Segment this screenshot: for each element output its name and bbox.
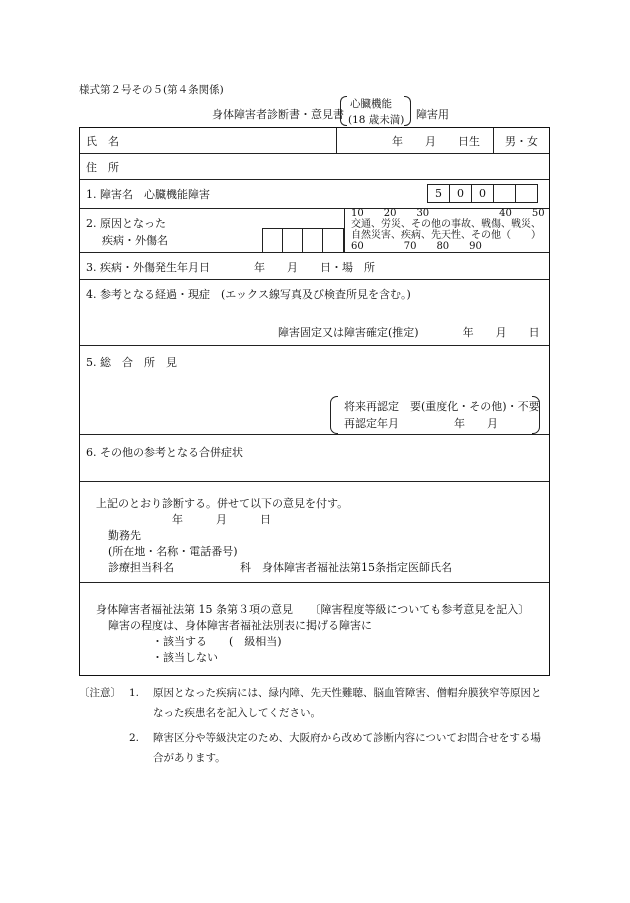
code-digit: 0 bbox=[450, 185, 472, 202]
diagnosis-statement: 上記のとおり診断する。併せて以下の意見を付す。 bbox=[96, 497, 349, 510]
workplace-label: 勤務先 bbox=[108, 529, 141, 542]
cause-options-line2: 自然災害、疾病、先天性、その他（ ） bbox=[351, 230, 541, 241]
cause-options-line1: 交通、労災、その他の事故、戦傷、戦災、 bbox=[351, 219, 541, 230]
sex-divider bbox=[493, 128, 494, 153]
note-2-line2: 合があります。 bbox=[153, 752, 226, 764]
title-paren-line2: (18 歳未満) bbox=[348, 114, 405, 126]
disability-name-label: 1. 障害名 心臓機能障害 bbox=[86, 188, 210, 201]
row-divider bbox=[80, 345, 549, 346]
note-2-line1: 障害区分や等級決定のため、大阪府から改めて診断内容についてお問合せをする場 bbox=[153, 732, 541, 744]
code-cell bbox=[303, 229, 323, 252]
doctor-line: 診療担当科名 科 身体障害者福祉法第15条指定医師氏名 bbox=[108, 561, 452, 574]
onset-date-label: 3. 疾病・外傷発生年月日 年 月 日・場 所 bbox=[86, 261, 375, 274]
disability-code-boxes bbox=[427, 184, 538, 203]
note-1-number: 1. bbox=[129, 687, 140, 699]
note-1-line1: 原因となった疾病には、緑内障、先天性難聴、脳血管障害、僧帽弁膜狭窄等原因と bbox=[153, 687, 542, 699]
cause-label: 2. 原因となった bbox=[86, 217, 166, 230]
opinion-option-not-applicable: ・該当しない bbox=[152, 651, 218, 664]
fixed-date-label: 障害固定又は障害確定(推定) 年 月 日 bbox=[278, 326, 540, 339]
row-divider bbox=[80, 279, 549, 280]
history-label: 4. 参考となる経過・現症 (エックス線写真及び検査所見を含む。) bbox=[86, 288, 411, 301]
notes-heading: 〔注意〕 bbox=[79, 687, 121, 699]
row-divider bbox=[80, 252, 549, 253]
workplace-detail: (所在地・名称・電話番号) bbox=[108, 545, 238, 558]
diagnosis-date: 年 月 日 bbox=[172, 513, 271, 526]
cause-code-boxes bbox=[262, 228, 344, 252]
title-suffix: 障害用 bbox=[416, 108, 449, 121]
title-brace-left bbox=[340, 96, 347, 126]
overall-findings-label: 5. 総 合 所 見 bbox=[86, 356, 177, 369]
title-brace-right bbox=[404, 96, 411, 126]
code-cell bbox=[283, 229, 303, 252]
code-cell bbox=[263, 229, 283, 252]
note-1-line2: なった疾患名を記入してください。 bbox=[153, 707, 321, 719]
birthdate-label: 年 月 日生 bbox=[392, 135, 480, 148]
row-divider bbox=[80, 582, 549, 583]
cause-label-sub: 疾病・外傷名 bbox=[102, 234, 168, 247]
sex-label: 男・女 bbox=[505, 135, 538, 148]
row-divider bbox=[80, 153, 549, 154]
code-digit bbox=[516, 185, 537, 202]
opinion-statement: 障害の程度は、身体障害者福祉法別表に掲げる障害に bbox=[108, 619, 372, 632]
row-divider bbox=[80, 481, 549, 482]
note-2-number: 2. bbox=[129, 732, 140, 744]
cause-divider bbox=[344, 208, 345, 252]
recert-brace-left bbox=[330, 396, 338, 434]
cause-codes-top: 10 20 30 40 50 bbox=[351, 208, 545, 219]
recert-line1: 将来再認定 要(重度化・その他)・不要 bbox=[344, 400, 540, 413]
cause-codes-bottom: 60 70 80 90 bbox=[351, 241, 482, 252]
title-paren-line1: 心臓機能 bbox=[350, 98, 392, 110]
name-label: 氏 名 bbox=[86, 135, 119, 148]
code-digit bbox=[494, 185, 516, 202]
code-digit: 0 bbox=[472, 185, 494, 202]
name-divider bbox=[336, 128, 337, 153]
form-number: 様式第２号その５(第４条関係) bbox=[79, 84, 224, 96]
complications-label: 6. その他の参考となる合併症状 bbox=[86, 446, 243, 459]
recert-brace-right bbox=[532, 396, 540, 434]
row-divider bbox=[80, 179, 549, 180]
recert-line2: 再認定年月 年 月 bbox=[344, 417, 498, 430]
certificate-form bbox=[79, 127, 550, 676]
opinion-option-applicable: ・該当する ( 級相当) bbox=[152, 635, 282, 648]
address-label: 住 所 bbox=[86, 161, 119, 174]
opinion-heading: 身体障害者福祉法第 15 条第３項の意見 〔障害程度等級についても参考意見を記入〕 bbox=[96, 603, 530, 616]
row-divider bbox=[80, 434, 549, 435]
code-digit: 5 bbox=[428, 185, 450, 202]
form-title: 身体障害者診断書・意見書 bbox=[212, 108, 344, 121]
code-cell bbox=[323, 229, 343, 252]
